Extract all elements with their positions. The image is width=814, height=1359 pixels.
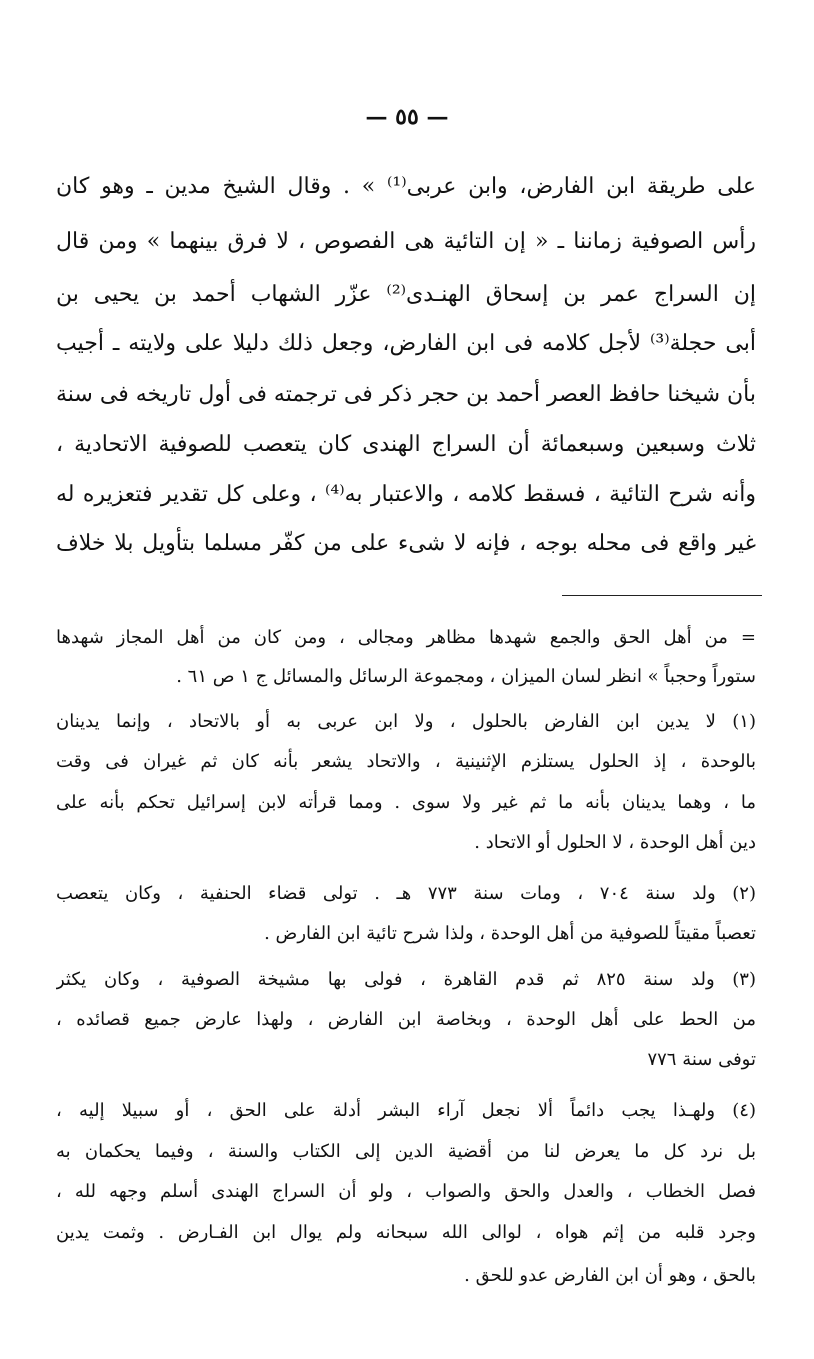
footnote-line: ستوراً وحجباً » انظر لسان الميزان ، ومجموعة الرسائل والمسائل ج ١ ص ٦١ .: [176, 666, 756, 687]
footnote-line: (١) لا يدين ابن الفارض بالحلول ، ولا ابن عربى به أو بالاتحاد ، وإنما يدينان: [56, 711, 756, 732]
footnote-line: بالوحدة ، إذ الحلول يستلزم الإثنينية ، والاتحاد يشعر بأنه كان ثم غيران فى وقت: [56, 751, 756, 772]
body-line: أبى حجلة⁽³⁾ لأجل كلامه فى ابن الفارض، وجعل ذلك دليلا على ولايته ـ أجيب: [56, 331, 756, 356]
footnote-line: (٤) ولهـذا يجب دائماً ألا نجعل آراء البشر أدلة على الحق ، أو سبيلا إليه ،: [56, 1100, 756, 1121]
footnote-line: فصل الخطاب ، والعدل والحق والصواب ، ولو أن السراج الهندى أسلم وجهه لله ،: [56, 1181, 756, 1202]
footnote-line: وجرد قلبه من إثم هواه ، لوالى الله سبحانه ولم يوال ابن الفـارض . وثمت يدين: [56, 1222, 756, 1243]
body-line: إن السراج عمر بن إسحاق الهنـدى⁽²⁾ عزّر الشهاب أحمد بن يحيى بن: [56, 282, 756, 307]
footnote-line: = من أهل الحق والجمع شهدها مظاهر ومجالى ، ومن كان من أهل المجاز شهدها: [56, 627, 756, 648]
footnote-line: بالحق ، وهو أن ابن الفارض عدو للحق .: [464, 1265, 756, 1286]
body-line: بأن شيخنا حافظ العصر أحمد بن حجر ذكر فى ترجمته فى أول تاريخه فى سنة: [56, 382, 756, 407]
footnote-line: تعصباً مقيتاً للصوفية من أهل الوحدة ، ولذا شرح تائية ابن الفارض .: [264, 923, 756, 944]
footnote-line: بل نرد كل ما يعرض لنا من أقضية الدين إلى الكتاب والسنة ، وفيما يحكمان به: [56, 1141, 756, 1162]
footnote-separator: [562, 595, 762, 596]
page-number: — ٥٥ —: [365, 104, 449, 130]
footnote-line: ما ، وهما يدينان بأنه ما ثم غير ولا سوى . ومما قرأته لابن إسرائيل تحكم بأنه على: [56, 792, 756, 813]
footnote-line: توفى سنة ٧٧٦: [647, 1049, 756, 1070]
body-line: ثلاث وسبعين وسبعمائة أن السراج الهندى كان يتعصب للصوفية الاتحادية ،: [56, 432, 756, 457]
footnote-line: (٣) ولد سنة ٨٢٥ ثم قدم القاهرة ، فولى بها مشيخة الصوفية ، وكان يكثر: [56, 969, 756, 990]
footnote-line: دين أهل الوحدة ، لا الحلول أو الاتحاد .: [474, 832, 756, 853]
footnote-line: من الحط على أهل الوحدة ، وبخاصة ابن الفارض ، ولهذا عارض جميع قصائده ،: [56, 1009, 756, 1030]
footnote-line: (٢) ولد سنة ٧٠٤ ، ومات سنة ٧٧٣ هـ . تولى قضاء الحنفية ، وكان يتعصب: [56, 883, 756, 904]
body-line: غير واقع فى محله بوجه ، فإنه لا شىء على من كفّر مسلما بتأويل بلا خلاف: [56, 531, 756, 556]
body-line: رأس الصوفية زماننا ـ « إن التائية هى الفصوص ، لا فرق بينهما » ومن قال: [56, 229, 756, 254]
body-line: على طريقة ابن الفارض، وابن عربى⁽¹⁾ » . وقال الشيخ مدين ـ وهو كان: [56, 174, 756, 199]
body-line: وأنه شرح التائية ، فسقط كلامه ، والاعتبار به⁽⁴⁾ ، وعلى كل تقدير فتعزيره له: [56, 482, 756, 507]
